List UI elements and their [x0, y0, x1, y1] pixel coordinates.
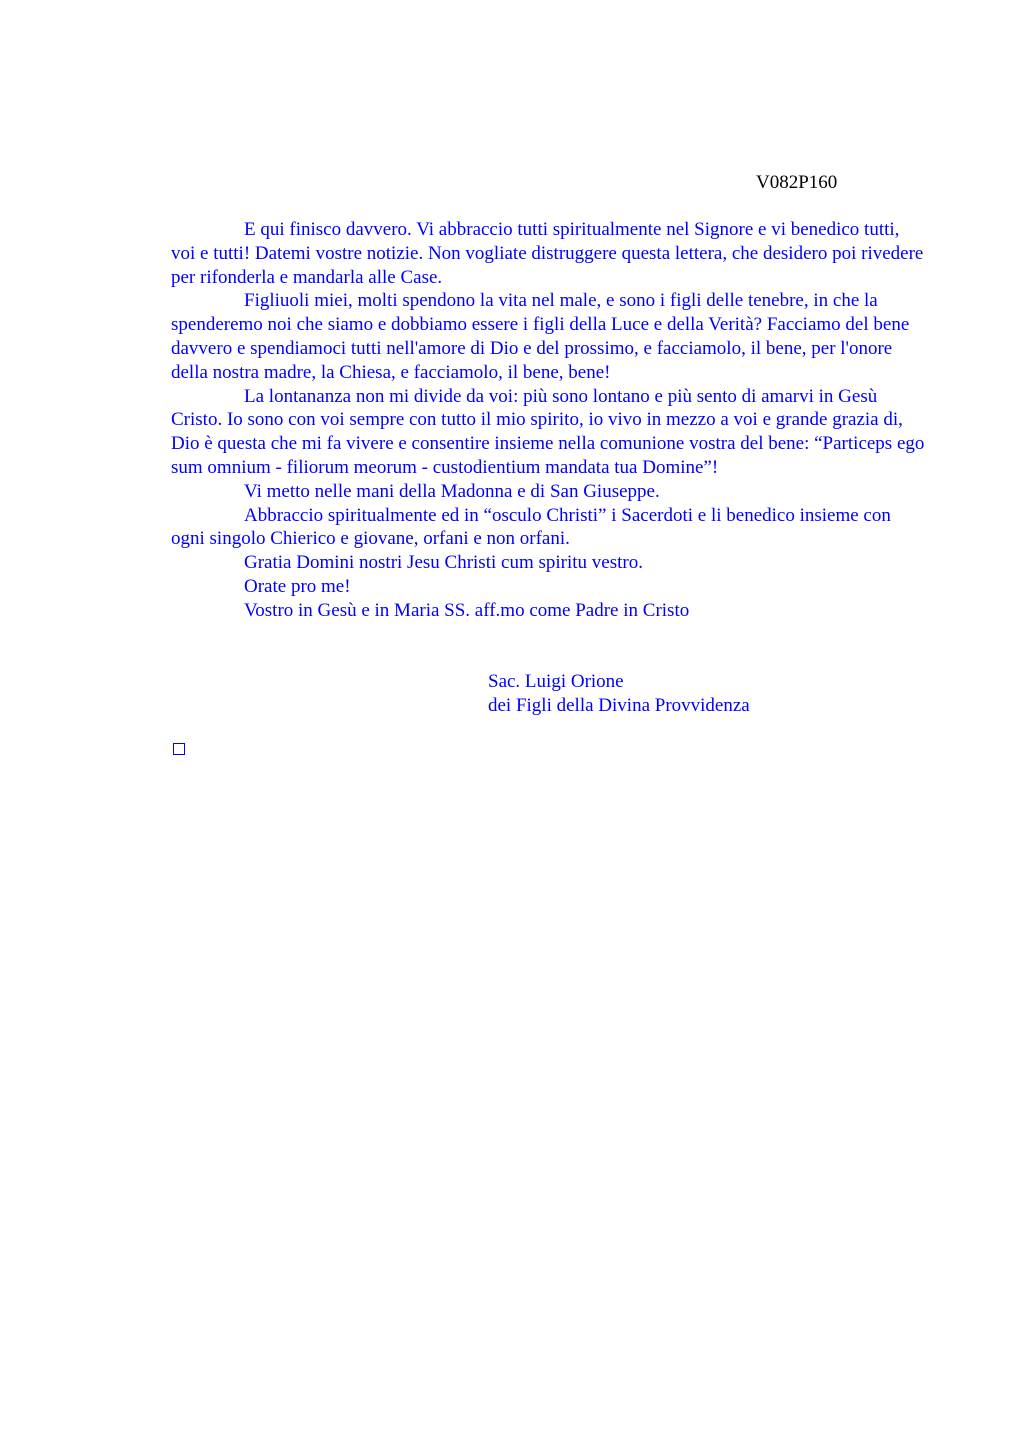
letter-paragraph: Figliuoli miei, molti spendono la vita nel male, e sono i figli delle tenebre, in che la spenderemo noi che siamo e dobbiamo essere i figli della Luce e della Verità? Facciamo del bene davvero e spendiamoci tutti nell'amore di Dio e del prossimo, e facciamolo, il bene, per l'onore della nostra madre, la Chiesa, e facciamolo, il bene, bene!	[171, 290, 910, 383]
letter-paragraph: E qui finisco davvero. Vi abbraccio tutti spiritualmente nel Signore e vi benedico tutti, voi e tutti! Datemi vostre notizie. Non vogliate distruggere questa lettera, che desidero poi rivedere per rifonderla e mandarla alle Case.	[171, 219, 924, 288]
letter-paragraph: Vostro in Gesù e in Maria SS. aff.mo come Padre in Cristo	[244, 599, 690, 621]
square-outline-icon	[173, 743, 185, 755]
letter-body	[171, 218, 926, 623]
letter-paragraph: Abbraccio spiritualmente ed in “osculo Christi” i Sacerdoti e li benedico insieme con ogni singolo Chierico e giovane, orfani e non orfani.	[171, 504, 891, 550]
signature-block	[488, 670, 750, 718]
signature-congregation: dei Figli della Divina Provvidenza	[488, 694, 750, 716]
letter-paragraph: Orate pro me!	[244, 575, 351, 597]
letter-paragraph: Vi metto nelle mani della Madonna e di San Giuseppe.	[244, 480, 660, 502]
signature-name: Sac. Luigi Orione	[488, 671, 624, 692]
page-code: V082P160	[756, 172, 838, 193]
letter-paragraph: Gratia Domini nostri Jesu Christi cum spiritu vestro.	[244, 552, 643, 574]
letter-paragraph: La lontananza non mi divide da voi: più sono lontano e più sento di amarvi in Gesù Cristo. Io sono con voi sempre con tutto il mio spirito, io vivo in mezzo a voi e grande grazia di, Dio è questa che mi fa vivere e consentire insieme nella comunione vostra del bene: “Particeps ego sum omnium - filiorum meorum - custodientium mandata tua Domine”!	[171, 385, 925, 478]
